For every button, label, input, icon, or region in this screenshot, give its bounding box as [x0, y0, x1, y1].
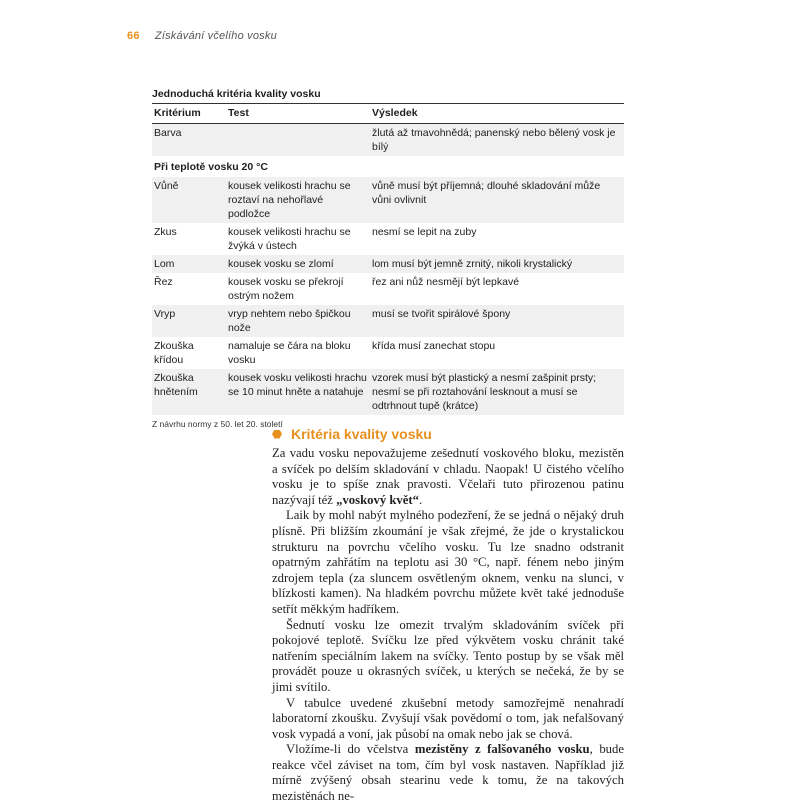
quality-table	[152, 104, 624, 415]
criterion-cell: Zkouška křídou	[154, 340, 194, 366]
quality-section	[272, 426, 624, 805]
paragraph	[272, 742, 624, 804]
table-row	[152, 369, 624, 415]
result-cell: vůně musí být příjemná; dlouhé skladování může vůni ovlivnit	[370, 177, 624, 223]
table-section-row	[152, 156, 624, 177]
paragraph: V tabulce uvedené zkušební metody samozřejmě nenahradí laboratorní zkoušku. Zvyšují však povědomí o tom, jak nefalšovaný vosk vypadá a voní, jak působí na omak nebo jak se chová.	[272, 695, 624, 741]
running-head	[127, 30, 277, 42]
hexagon-bullet-icon	[272, 430, 282, 439]
test-cell: kousek vosku se zlomí	[226, 255, 370, 273]
criterion-cell: Vůně	[152, 177, 226, 223]
bold-term: „voskový květ“	[336, 492, 419, 507]
table-row	[152, 255, 624, 273]
column-header: Výsledek	[370, 104, 624, 124]
table-row	[152, 177, 624, 223]
criterion-cell: Zkus	[154, 226, 177, 238]
running-title: Získávání včelího vosku	[154, 30, 277, 42]
table-body	[152, 124, 624, 416]
table-row	[152, 273, 624, 305]
section-heading-text: Kritéria kvality vosku	[291, 426, 432, 442]
column-header: Test	[226, 104, 370, 124]
paragraph	[272, 446, 624, 508]
bold-term: mezistěny z falšovaného vosku	[414, 742, 590, 757]
test-cell	[226, 124, 370, 157]
result-cell: lom musí být jemně zrnitý, nikoli krystalický	[370, 255, 624, 273]
paragraph-text: Za vadu vosku nepovažujeme zešednutí voskového bloku, mezistěn a svíček po delším skladování v chladu. Naopak! U čistého včelího vosku je to spíše znak pravosti. Včelaři tuto přirozenou patinu nazývají též	[272, 446, 624, 507]
column-header: Kritérium	[152, 104, 226, 124]
table-row	[152, 223, 624, 255]
table-row	[152, 337, 624, 369]
quality-table-block	[152, 88, 624, 429]
section-heading	[272, 426, 624, 442]
result-cell: vzorek musí být plastický a nesmí zašpinit prsty; nesmí se při roztahování lesknout a musí se odtrhnout tupě (krátce)	[370, 369, 624, 415]
test-cell: namaluje se čára na bloku vosku	[228, 340, 351, 366]
section-body	[272, 446, 624, 805]
result-cell: nesmí se lepit na zuby	[372, 226, 477, 238]
test-cell: kousek velikosti hrachu se roztaví na nehořlavé podložce	[226, 177, 370, 223]
table-row	[152, 124, 624, 157]
result-cell: musí se tvořit spirálové špony	[370, 305, 624, 337]
paragraph-text: Vložíme-li do včelstva	[286, 742, 415, 757]
table-section-label: Při teplotě vosku 20 °C	[154, 161, 268, 173]
table-header-row	[152, 104, 624, 124]
paragraph-text: .	[418, 492, 423, 507]
table-note: Z návrhu normy z 50. let 20. století	[152, 419, 283, 429]
paragraph-text: , bude reakce včel záviset na tom, čím byl vosk nastaven. Například již mírně zvýšený obsah stearinu vede k tomu, že na takových mezistěnách ne-	[272, 742, 624, 804]
criterion-cell: Vryp	[152, 305, 226, 337]
table-title: Jednoduchá kritéria kvality vosku	[152, 88, 624, 104]
result-cell: řez ani nůž nesmějí být lepkavé	[372, 276, 520, 288]
page-number: 66	[127, 30, 140, 42]
table-row	[152, 305, 624, 337]
result-cell: křída musí zanechat stopu	[372, 340, 496, 352]
test-cell: kousek vosku se překrojí ostrým nožem	[228, 276, 344, 302]
criterion-cell: Barva	[152, 124, 226, 157]
test-cell: vryp nehtem nebo špičkou nože	[226, 305, 370, 337]
criterion-cell: Lom	[152, 255, 226, 273]
criterion-cell: Zkouška hnětením	[152, 369, 226, 415]
test-cell: kousek vosku velikosti hrachu se 10 minut hněte a natahuje	[226, 369, 370, 415]
criterion-cell: Řez	[154, 276, 173, 288]
paragraph: Šednutí vosku lze omezit trvalým skladováním svíček při pokojové teplotě. Svíčku lze před výkvětem vosku chránit také natřením speciálním lakem na svíčky. Tento postup by se však měl provádět pouze u okrasných svíček, u kterých se nečeká, že by se jimi svítilo.	[272, 617, 624, 694]
result-cell: žlutá až tmavohnědá; panenský nebo bělený vosk je bílý	[370, 124, 624, 157]
paragraph: Laik by mohl nabýt mylného podezření, že se jedná o nějaký druh plísně. Při bližším zkoumání je však zřejmé, že jde o krystalickou strukturu na povrchu včelího vosku. Tu lze snadno odstranit opatrným zahřátím na teplotu asi 30 °C, např. fénem nebo jiným zdrojem tepla (za sluncem osvětleným oknem, venku na slunci, v blízkosti kamen). Na hladkém povrchu můžete květ také jednoduše setřít měkkým hadříkem.	[272, 508, 624, 616]
test-cell: kousek velikosti hrachu se žvýká v ústech	[228, 226, 351, 252]
